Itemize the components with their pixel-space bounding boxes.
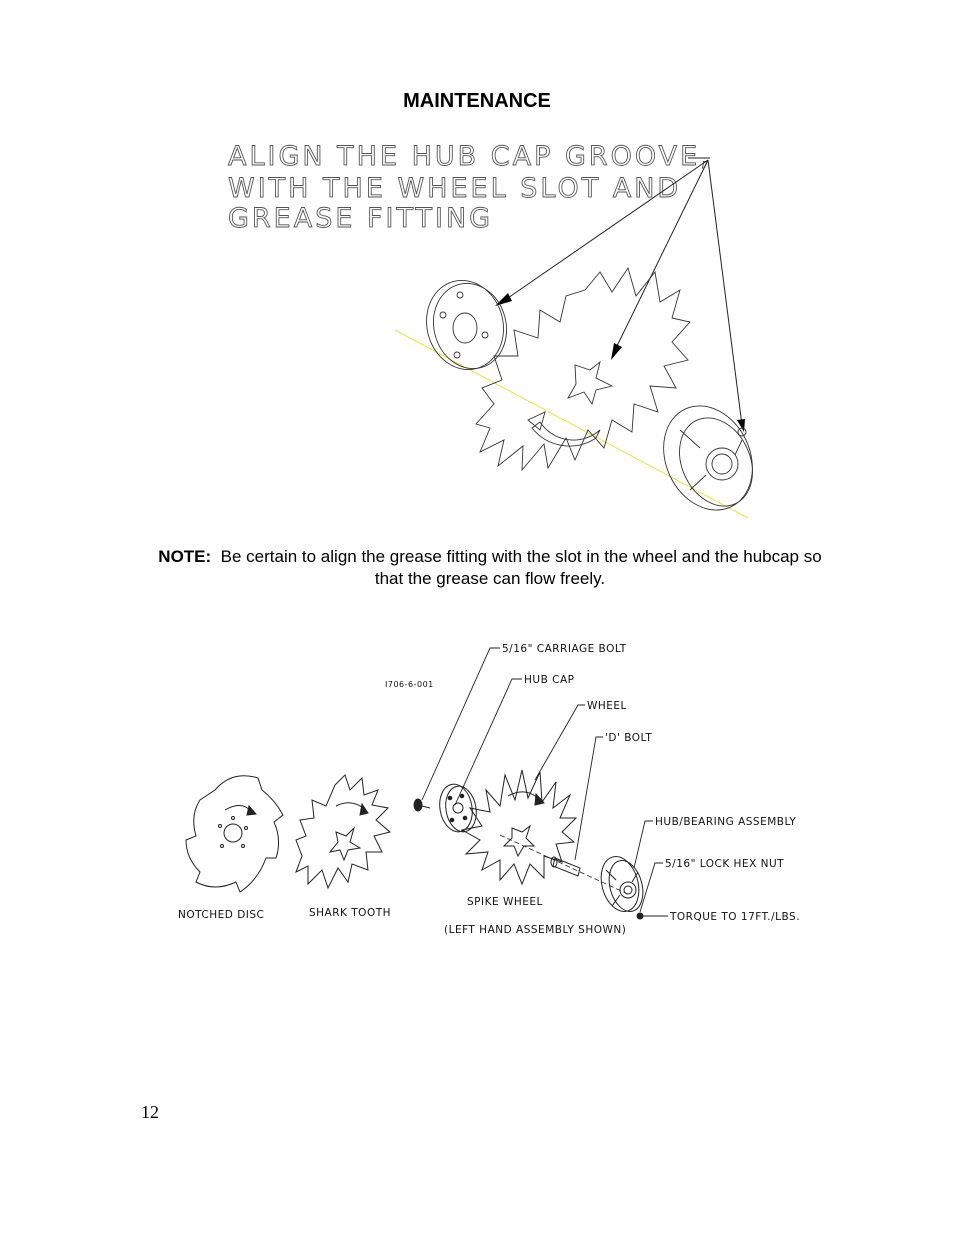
note-paragraph <box>150 546 830 590</box>
notched-disc-drawing <box>186 776 283 892</box>
callout-line-2: WITH THE WHEEL SLOT AND <box>228 173 682 204</box>
spike-wheel-drawing <box>462 770 576 884</box>
lock-nut-drawing <box>637 913 644 920</box>
alignment-diagram <box>0 0 954 540</box>
hub-cap-drawing <box>417 272 516 379</box>
label-lock-nut: 5/16" LOCK HEX NUT <box>665 858 785 870</box>
label-assembly-note: (LEFT HAND ASSEMBLY SHOWN) <box>444 924 627 936</box>
callout-line-3: GREASE FITTING <box>228 203 494 234</box>
label-carriage-bolt: 5/16" CARRIAGE BOLT <box>502 643 627 655</box>
page-heading: MAINTENANCE <box>403 90 551 112</box>
hub-bearing-drawing <box>647 391 769 524</box>
label-notched-disc: NOTCHED DISC <box>178 909 265 921</box>
label-hub-cap: HUB CAP <box>524 674 575 686</box>
label-hub-bearing: HUB/BEARING ASSEMBLY <box>655 816 797 828</box>
callout-line-1: ALIGN THE HUB CAP GROOVE, <box>228 141 712 172</box>
label-torque: TORQUE TO 17FT./LBS. <box>670 911 801 923</box>
hub-bearing-small-drawing <box>595 852 648 915</box>
note-text: Be certain to align the grease fitting with the slot in the wheel and the hubcap so that the grease can flow freely. <box>220 547 822 588</box>
label-spike-wheel: SPIKE WHEEL <box>467 896 543 908</box>
label-shark-tooth: SHARK TOOTH <box>309 907 392 919</box>
hub-cap-small-drawing <box>436 782 480 835</box>
label-d-bolt: 'D' BOLT <box>605 732 653 744</box>
label-wheel: WHEEL <box>587 700 627 712</box>
axle-line <box>500 835 630 895</box>
d-bolt-drawing <box>551 857 580 876</box>
carriage-bolt-drawing <box>414 799 430 811</box>
note-label: NOTE: <box>158 547 212 566</box>
assembly-leaders <box>422 648 668 916</box>
shark-tooth-small-drawing <box>296 775 390 888</box>
drawing-number: I706-6-001 <box>385 680 434 689</box>
page-number: 12 <box>141 1102 159 1122</box>
arrow-heads <box>495 293 745 432</box>
